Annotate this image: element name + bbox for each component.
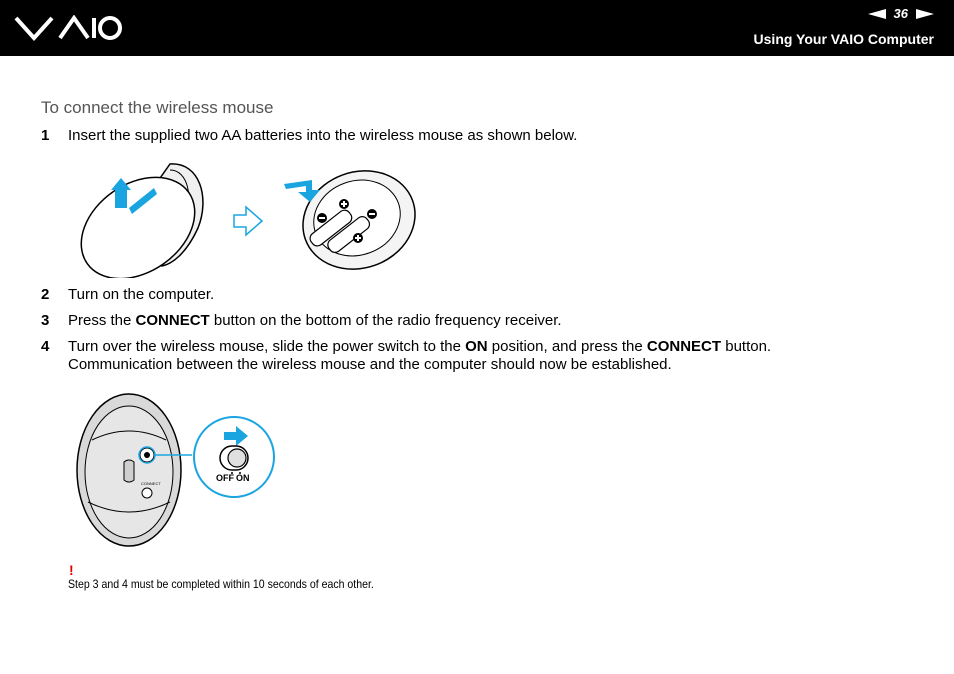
switch-off-label: OFF [216, 473, 234, 483]
page-number: 36 [893, 6, 908, 21]
step-number: 2 [41, 286, 50, 303]
next-page-arrow-icon[interactable] [916, 9, 934, 19]
section-title: Using Your VAIO Computer [753, 31, 934, 47]
connect-button-label: CONNECT [141, 481, 161, 486]
warning-mark-icon: ! [69, 562, 74, 578]
page-navigation [868, 6, 934, 21]
step-number: 1 [41, 127, 50, 144]
battery-installation-illustration [74, 158, 424, 278]
mouse-underside-drawing [77, 394, 181, 546]
step-text: Insert the supplied two AA batteries into the wireless mouse as shown below. [68, 127, 578, 144]
step-text: Press the CONNECT button on the bottom of the radio frequency receiver. [68, 312, 562, 329]
note-text: Step 3 and 4 must be completed within 10 seconds of each other. [68, 577, 374, 591]
step-text: Turn on the computer. [68, 286, 215, 303]
step-number: 4 [41, 338, 50, 355]
mouse-with-batteries-drawing [284, 158, 424, 278]
next-step-arrow-icon [234, 207, 262, 235]
connect-keyword: CONNECT [135, 312, 210, 329]
switch-on-label: ON [236, 473, 250, 483]
step-text: Turn over the wireless mouse, slide the power switch to the ON position, and press the CONNECT button. Communication between the wireless mouse and the computer should now be established. [68, 338, 772, 373]
step-text-line-2: Communication between the wireless mouse and the computer should now be established. [68, 356, 672, 373]
on-keyword: ON [465, 338, 488, 355]
connect-keyword: CONNECT [646, 338, 722, 355]
vaio-logo [14, 15, 122, 41]
mouse-underside-illustration [74, 392, 284, 554]
previous-page-arrow-icon[interactable] [868, 9, 886, 19]
step-number: 3 [41, 312, 50, 329]
mouse-lid-open-drawing [74, 158, 214, 278]
power-switch-closeup [194, 417, 274, 497]
procedure-title: To connect the wireless mouse [41, 98, 274, 117]
page-header [0, 0, 954, 56]
